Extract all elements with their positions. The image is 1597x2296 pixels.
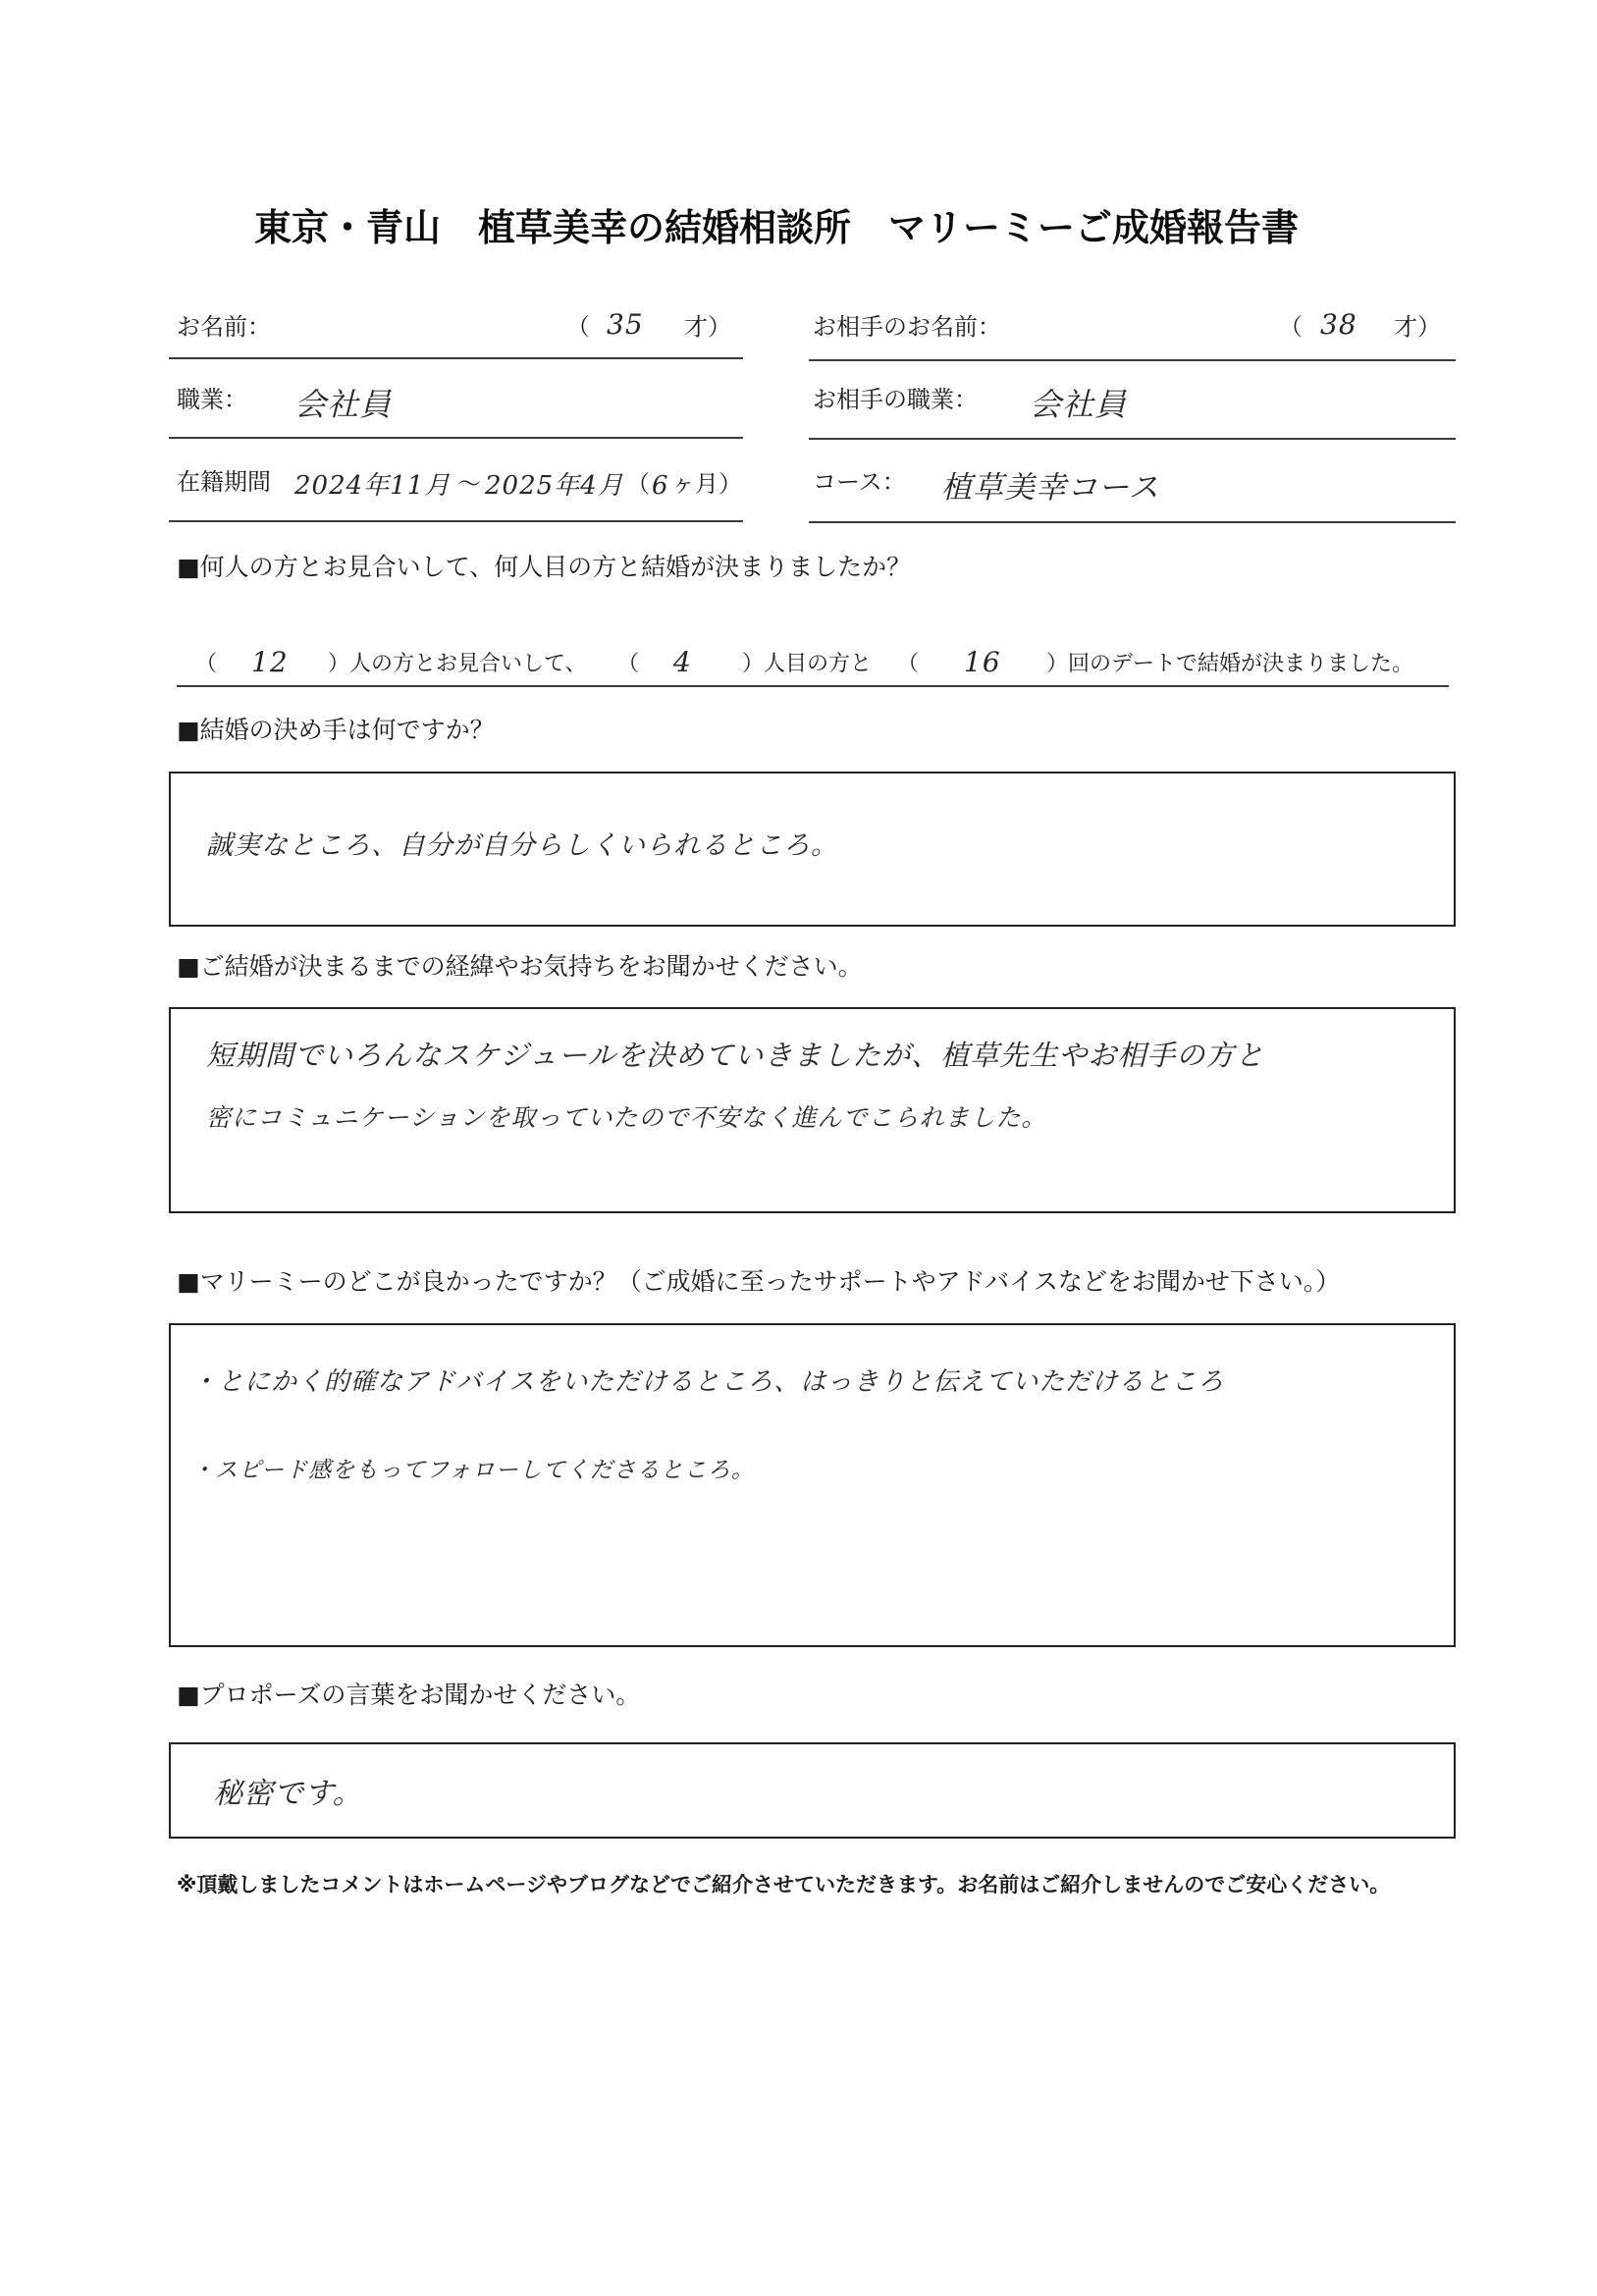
question-good-points: ■マリーミーのどこが良かったですか？（ご成婚に至ったサポートやアドバイスなどをお聞かせ下さい。）: [177, 1267, 1341, 1296]
count-text-3: ）回のデートで結婚が決まりました。: [1046, 652, 1414, 676]
course-underline: [809, 521, 1456, 523]
count-text-2: ）人目の方と: [742, 652, 873, 676]
course-value: 植草美幸コース: [941, 470, 1160, 506]
date-count-value: 16: [964, 646, 1001, 678]
count-open-2: （: [617, 652, 640, 676]
question-deciding-factor: ■結婚の決め手は何ですか？: [177, 716, 495, 744]
count-open-3: （: [897, 652, 920, 676]
question-story: ■ご結婚が決まるまでの経緯やお気持ちをお聞かせください。: [177, 952, 863, 981]
question-proposal: ■プロポーズの言葉をお聞かせください。: [177, 1681, 641, 1709]
omiai-count-value: 12: [251, 646, 289, 678]
story-answer-line: 密にコミュニケーションを取っていたので不安なく進んでこられました。: [206, 1103, 1047, 1132]
partner-occupation-value: 会社員: [1030, 386, 1128, 423]
good-points-answer-line: ・とにかく的確なアドバイスをいただけるところ、はっきりと伝えていただけるところ: [191, 1367, 1225, 1397]
count-text-1: ）人の方とお見合いして、: [328, 652, 587, 676]
partner-name-underline: [809, 359, 1456, 361]
period-start: 2024年11月: [294, 471, 452, 501]
partner-occupation-underline: [809, 438, 1456, 440]
age-unit: 才）: [684, 313, 731, 341]
months-unit: ヶ月）: [671, 470, 742, 498]
period-underline: [169, 520, 743, 522]
occupation-value: 会社員: [294, 386, 393, 423]
good-points-answer-line: ・スピード感をもってフォローしてくださるところ。: [191, 1458, 755, 1483]
course-label: コース：: [813, 468, 906, 496]
partner-occupation-label: お相手の職業：: [813, 386, 978, 413]
period-separator: ～: [457, 470, 481, 498]
partner-order-value: 4: [673, 646, 692, 678]
age-open-paren: （: [566, 313, 590, 341]
age-value: 35: [607, 308, 644, 341]
story-answer-line: 短期間でいろんなスケジュールを決めていきましたが、植草先生やお相手の方と: [206, 1039, 1265, 1072]
footer-note: ※頂戴しましたコメントはホームページやブログなどでご紹介させていただきます。お名前はご紹介しませんのでご安心ください。: [177, 1873, 1391, 1896]
months-open-paren: （: [626, 470, 650, 498]
name-underline: [169, 357, 743, 359]
occupation-label: 職業：: [177, 386, 247, 413]
months-value: 6: [652, 471, 669, 501]
partner-age-unit: 才）: [1394, 313, 1441, 341]
deciding-factor-answer: 誠実なところ、自分が自分らしくいられるところ。: [206, 830, 838, 861]
name-label: お名前：: [177, 313, 271, 341]
question-count: ■何人の方とお見合いして、何人目の方と結婚が決まりましたか？: [177, 553, 912, 581]
partner-name-label: お相手のお名前：: [813, 313, 1001, 341]
count-underline: [177, 685, 1449, 687]
proposal-answer: 秘密です。: [213, 1777, 363, 1811]
count-open-1: （: [195, 652, 218, 676]
period-end: 2025年4月: [485, 471, 624, 501]
partner-age-open-paren: （: [1279, 313, 1303, 341]
occupation-underline: [169, 437, 743, 439]
document-title: 東京・青山 植草美幸の結婚相談所 マリーミーご成婚報告書: [253, 206, 1299, 249]
period-label: 在籍期間: [177, 468, 271, 496]
partner-age-value: 38: [1320, 308, 1357, 341]
